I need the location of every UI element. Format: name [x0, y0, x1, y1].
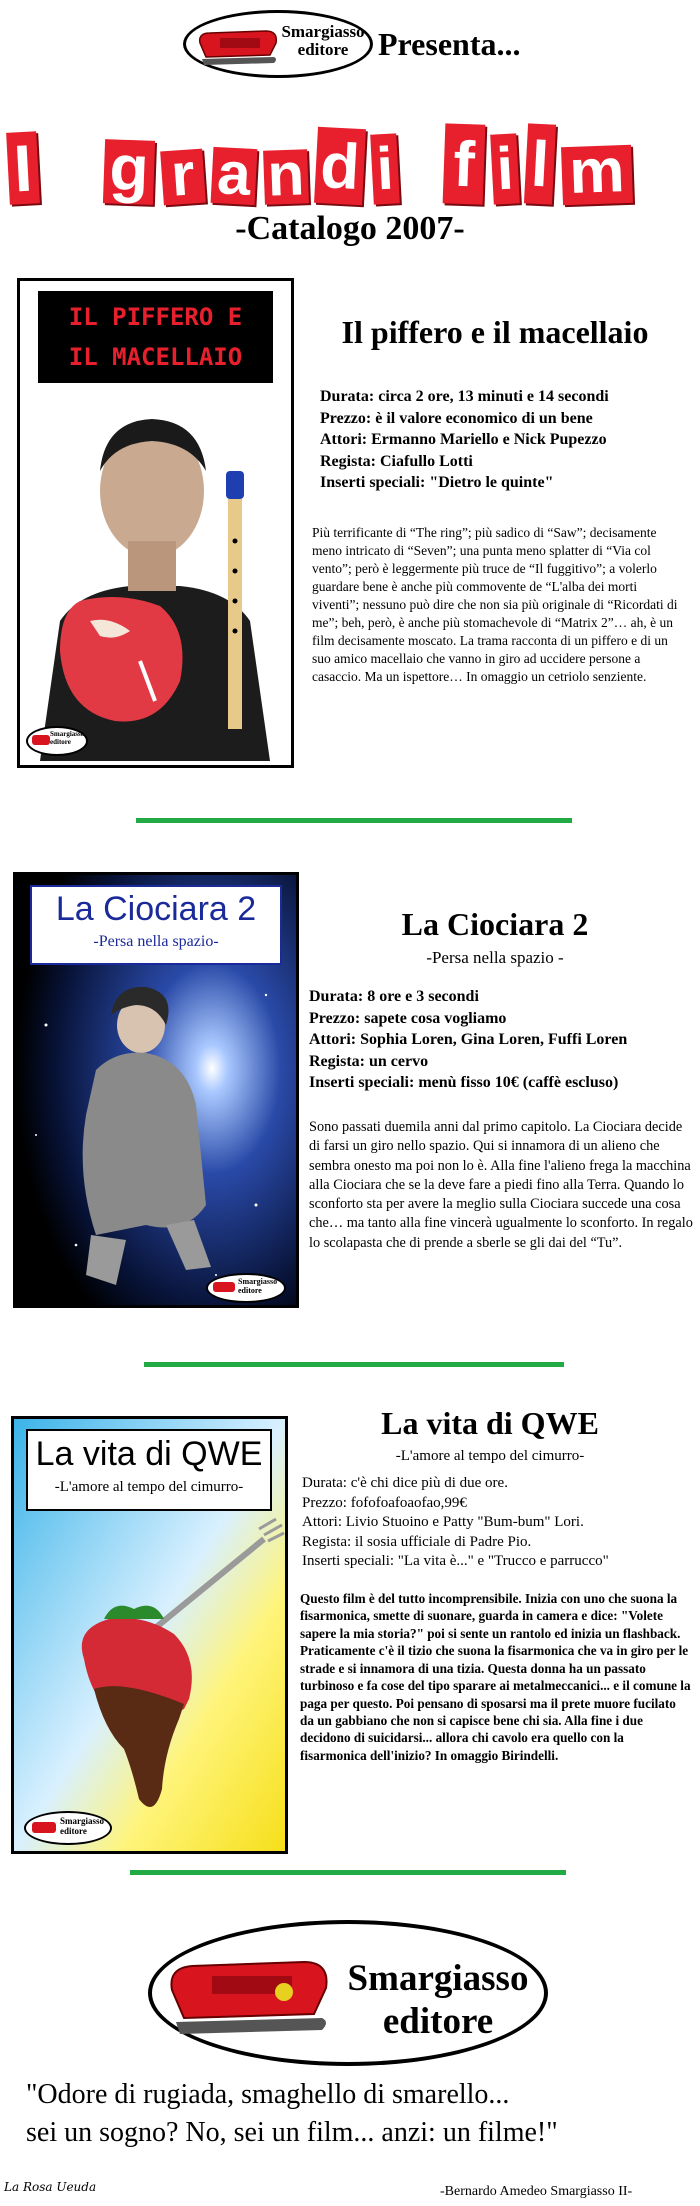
poster-logo	[206, 1273, 286, 1303]
film-description: Più terrificante di “The ring”; più sadico di “Saw”; decisamente meno intricato di “Seven”; una punta meno splatter di “Via col vento”; però è leggermente più truce de “Il fuggitivo”; a volerlo guardare bene è anche più commovente de “L'alba dei morti viventi”; nessuno può dire che non sia più originale di “Ricordati di me”; beh, però, è anche più stomachevole di “Matrix 2”… ah, è un film decisamente moscato. La trama racconta di un piffero e di un suo amico macellaio che vanno in giro ad uccidere persone a casaccio. Ma un ispettore… In omaggio un cetriolo senziente.	[312, 525, 678, 684]
sled-icon	[164, 1952, 334, 2038]
poster-title-line1: IL PIFFERO E	[68, 303, 243, 331]
poster-logo-line2: editore	[238, 1285, 262, 1295]
byline: -Bernardo Amedeo Smargiasso II-	[440, 2184, 633, 2199]
spec-inserti: Inserti speciali: menù fisso 10€ (caffè escluso)	[309, 1074, 619, 1092]
title-letter: n	[263, 149, 309, 205]
spec-regista: Regista: Ciafullo Lotti	[320, 452, 473, 470]
poster-title-box	[38, 291, 273, 383]
spec-attori: Attori: Livio Stuoino e Patty "Bum-bum" Lori.	[302, 1514, 584, 1530]
poster-logo-line2: editore	[60, 1825, 87, 1836]
title-letter: a	[211, 147, 258, 205]
logo-line1: Smargiasso	[347, 1958, 529, 1999]
title-letter: r	[160, 149, 206, 206]
film-specs	[320, 386, 690, 494]
spec-prezzo: Prezzo: sapete cosa vogliamo	[309, 1009, 507, 1027]
poster-logo-line2: editore	[50, 737, 71, 746]
poster-title-line1: La Ciociara 2	[55, 890, 257, 928]
film-subtitle: -Persa nella spazio -	[426, 948, 564, 967]
poster-title-line1: La vita di QWE	[35, 1435, 263, 1473]
poster-logo-text	[238, 1278, 277, 1296]
poster-illustration	[20, 391, 291, 761]
main-title	[8, 104, 698, 209]
poster-logo-text	[50, 731, 84, 746]
section-divider	[130, 1870, 566, 1875]
poster-title-line2: -Persa nella spazio-	[93, 933, 219, 950]
poster-title-line2: -L'amore al tempo del cimurro-	[54, 1479, 244, 1495]
poster-piffero	[17, 278, 294, 768]
quote-line2: sei un sogno? No, sei un film... anzi: un filme!"	[26, 2116, 558, 2148]
poster-logo	[26, 726, 88, 756]
spec-regista: Regista: un cervo	[309, 1052, 429, 1070]
spec-attori: Attori: Sophia Loren, Gina Loren, Fuffi Loren	[309, 1031, 628, 1049]
film-description: Sono passati duemila anni dal primo capitolo. La Ciociara decide di farsi un giro nello spazio. Qui si innamora di un alieno che sembra onesto ma poi non lo è. Alla fine l'alieno frega la macchina alla Ciociara che se la deve fare a piedi fino alla Terra. Quando lo sconforto sta per avere la meglio sulla Ciociara succede una cosa che… ma tanto alla fine vincerà ugualmente lo sconforto. In regalo lo scolapasta che di prende a sberle se gli dai del “Tu”.	[309, 1119, 693, 1251]
spec-inserti: Inserti speciali: "La vita è..." e "Trucco e parrucco"	[302, 1553, 609, 1569]
title-letter: f	[443, 123, 486, 204]
signature: La Rosa Ueuda	[4, 2180, 97, 2194]
film-specs	[302, 1474, 694, 1572]
film-subtitle: -L'amore al tempo del cimurro-	[395, 1448, 585, 1464]
title-letter: g	[103, 139, 155, 205]
poster-title-line2: IL MACELLAIO	[68, 343, 243, 371]
spec-inserti: Inserti speciali: "Dietro le quinte"	[320, 474, 554, 492]
logo-text	[338, 1958, 538, 2043]
spec-regista: Regista: il sosia ufficiale di Padre Pio.	[302, 1533, 532, 1550]
title-letter: i	[490, 133, 520, 204]
quote-line1: "Odore di rugiada, smaghello di smarello...	[26, 2079, 510, 2110]
title-letter: i	[370, 133, 400, 204]
title-letter: I	[6, 131, 40, 204]
poster-logo-line1: Smargiasso	[50, 730, 85, 738]
closing-quote	[26, 2076, 696, 2152]
poster-logo-line1: Smargiasso	[60, 1816, 105, 1826]
poster-logo-text	[60, 1817, 104, 1837]
poster-ciociara	[13, 872, 299, 1308]
title-letter: m	[561, 145, 633, 205]
poster-logo	[24, 1811, 112, 1845]
film-title: La Ciociara 2	[401, 906, 589, 942]
spec-prezzo: Prezzo: fofofoafoaofao,99€	[302, 1494, 467, 1511]
header-logo	[183, 10, 373, 78]
spec-durata: Durata: circa 2 ore, 13 minuti e 14 secondi	[320, 388, 609, 405]
logo-text	[278, 23, 368, 59]
title-letter: l	[524, 123, 556, 204]
footer-logo	[148, 1920, 548, 2066]
spec-prezzo: Prezzo: è il valore economico di un bene	[320, 409, 593, 427]
logo-line2: editore	[382, 2000, 494, 2042]
poster-title-box	[30, 885, 282, 965]
presenta-label: Presenta...	[378, 26, 521, 62]
poster-title-box	[26, 1429, 272, 1511]
spec-durata: Durata: c'è chi dice più di due ore.	[302, 1475, 508, 1491]
poster-logo-line1: Smargiasso	[238, 1277, 278, 1286]
section-divider	[144, 1362, 564, 1367]
logo-line2: editore	[297, 39, 349, 59]
title-letter: d	[314, 127, 366, 205]
logo-line1: Smargiasso	[281, 22, 365, 41]
poster-vita-qwe	[11, 1416, 288, 1854]
film-title: Il piffero e il macellaio	[341, 314, 649, 350]
film-specs	[309, 986, 694, 1094]
film-title: La vita di QWE	[381, 1405, 599, 1441]
section-divider	[136, 818, 572, 823]
sled-icon	[196, 25, 280, 67]
spec-attori: Attori: Ermanno Mariello e Nick Pupezzo	[320, 431, 607, 449]
catalogo-subtitle: -Catalogo 2007-	[235, 210, 465, 247]
film-description: Questo film è del tutto incomprensibile. Inizia con uno che suona la fisarmonica, smette di suonare, guarda in camera e dice: "Volete sapere la mia storia?" poi si sente un rantolo ed inizia un flashback. Praticamente c'è il tizio che suona la fisarmonica che va in giro per le strade e si innamora di una tizia. Questa donna ha un passato turbinoso e fa cose del tipo sparare ai metalmeccanici... e il comune la paga per questo. Poi pensano di sposarsi ma il prete muore fucilato da un gabbiano che non si capisce bene chi sia. Alla fine i due decidono di suicidarsi... allora chi cavolo era quello con la fisarmonica dell'inizio? In omaggio Birindelli.	[300, 1591, 691, 1763]
spec-durata: Durata: 8 ore e 3 secondi	[309, 988, 479, 1005]
